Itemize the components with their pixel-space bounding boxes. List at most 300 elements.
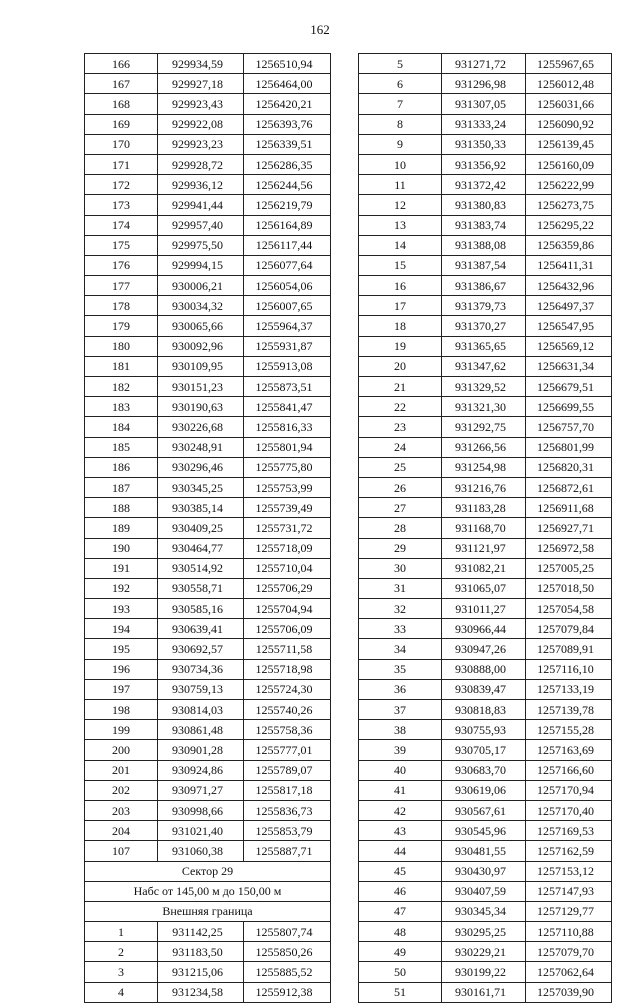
x-coordinate-cell: 931082,21: [442, 558, 526, 578]
table-row: [359, 417, 612, 437]
y-coordinate-cell: 1256295,22: [526, 215, 612, 235]
y-coordinate-cell: 1255704,94: [244, 599, 331, 619]
y-coordinate-cell: 1255853,79: [244, 821, 331, 841]
point-number-cell: 32: [359, 599, 442, 619]
point-number-cell: 175: [85, 235, 158, 255]
point-number-cell: 201: [85, 760, 158, 780]
y-coordinate-cell: 1255710,04: [244, 558, 331, 578]
y-coordinate-cell: 1255817,18: [244, 780, 331, 800]
table-row: [359, 558, 612, 578]
x-coordinate-cell: 931215,06: [158, 962, 244, 982]
point-number-cell: 37: [359, 700, 442, 720]
y-coordinate-cell: 1256054,06: [244, 276, 331, 296]
table-row: [359, 720, 612, 740]
y-coordinate-cell: 1256012,48: [526, 74, 612, 94]
table-row: [85, 54, 331, 74]
x-coordinate-cell: 931307,05: [442, 94, 526, 114]
table-row: [85, 477, 331, 497]
point-number-cell: 183: [85, 397, 158, 417]
x-coordinate-cell: 930296,46: [158, 457, 244, 477]
y-coordinate-cell: 1256972,58: [526, 538, 612, 558]
x-coordinate-cell: 931370,27: [442, 316, 526, 336]
x-coordinate-cell: 931388,08: [442, 235, 526, 255]
point-number-cell: 6: [359, 74, 442, 94]
point-number-cell: 34: [359, 639, 442, 659]
point-number-cell: 28: [359, 518, 442, 538]
point-number-cell: 35: [359, 659, 442, 679]
point-number-cell: 184: [85, 417, 158, 437]
x-coordinate-cell: 930226,68: [158, 417, 244, 437]
point-number-cell: 43: [359, 821, 442, 841]
x-coordinate-cell: 931347,62: [442, 356, 526, 376]
table-row: [359, 599, 612, 619]
point-number-cell: 24: [359, 437, 442, 457]
x-coordinate-cell: 931234,58: [158, 982, 244, 1002]
point-number-cell: 9: [359, 134, 442, 154]
y-coordinate-cell: 1257129,77: [526, 901, 612, 921]
table-row: [359, 154, 612, 174]
y-coordinate-cell: 1255775,80: [244, 457, 331, 477]
table-row: [85, 639, 331, 659]
x-coordinate-cell: 930345,25: [158, 477, 244, 497]
table-row: [359, 134, 612, 154]
y-coordinate-cell: 1256927,71: [526, 518, 612, 538]
table-row: [359, 54, 612, 74]
y-coordinate-cell: 1255885,52: [244, 962, 331, 982]
point-number-cell: 179: [85, 316, 158, 336]
sector-boundary-row: [85, 901, 331, 921]
y-coordinate-cell: 1255739,49: [244, 498, 331, 518]
table-row: [359, 841, 612, 861]
y-coordinate-cell: 1257166,60: [526, 760, 612, 780]
y-coordinate-cell: 1257147,93: [526, 881, 612, 901]
point-number-cell: 40: [359, 760, 442, 780]
table-row: [359, 538, 612, 558]
y-coordinate-cell: 1256801,99: [526, 437, 612, 457]
left-coordinates-table: [84, 53, 331, 1003]
y-coordinate-cell: 1256117,44: [244, 235, 331, 255]
x-coordinate-cell: 930481,55: [442, 841, 526, 861]
point-number-cell: 19: [359, 336, 442, 356]
y-coordinate-cell: 1256031,66: [526, 94, 612, 114]
y-coordinate-cell: 1257155,28: [526, 720, 612, 740]
x-coordinate-cell: 930065,66: [158, 316, 244, 336]
y-coordinate-cell: 1257170,94: [526, 780, 612, 800]
x-coordinate-cell: 930755,93: [442, 720, 526, 740]
point-number-cell: 2: [85, 942, 158, 962]
table-row: [85, 134, 331, 154]
x-coordinate-cell: 931329,52: [442, 377, 526, 397]
point-number-cell: 171: [85, 154, 158, 174]
point-number-cell: 202: [85, 780, 158, 800]
table-row: [85, 296, 331, 316]
table-row: [85, 599, 331, 619]
point-number-cell: 33: [359, 619, 442, 639]
y-coordinate-cell: 1256420,21: [244, 94, 331, 114]
x-coordinate-cell: 929922,08: [158, 114, 244, 134]
table-row: [85, 558, 331, 578]
y-coordinate-cell: 1257139,78: [526, 700, 612, 720]
y-coordinate-cell: 1255912,38: [244, 982, 331, 1002]
x-coordinate-cell: 930545,96: [442, 821, 526, 841]
table-row: [359, 619, 612, 639]
table-row: [85, 962, 331, 982]
point-number-cell: 22: [359, 397, 442, 417]
y-coordinate-cell: 1256911,68: [526, 498, 612, 518]
point-number-cell: 198: [85, 700, 158, 720]
table-row: [359, 982, 612, 1002]
x-coordinate-cell: 930619,06: [442, 780, 526, 800]
point-number-cell: 45: [359, 861, 442, 881]
table-row: [359, 477, 612, 497]
point-number-cell: 5: [359, 54, 442, 74]
table-row: [359, 800, 612, 820]
table-row: [359, 457, 612, 477]
sector-title-row: [85, 861, 331, 881]
x-coordinate-cell: 931183,28: [442, 498, 526, 518]
point-number-cell: 194: [85, 619, 158, 639]
y-coordinate-cell: 1257005,25: [526, 558, 612, 578]
x-coordinate-cell: 930151,23: [158, 377, 244, 397]
point-number-cell: 51: [359, 982, 442, 1002]
x-coordinate-cell: 930199,22: [442, 962, 526, 982]
x-coordinate-cell: 930971,27: [158, 780, 244, 800]
y-coordinate-cell: 1257018,50: [526, 578, 612, 598]
y-coordinate-cell: 1255753,99: [244, 477, 331, 497]
point-number-cell: 180: [85, 336, 158, 356]
x-coordinate-cell: 930558,71: [158, 578, 244, 598]
point-number-cell: 42: [359, 800, 442, 820]
table-row: [85, 538, 331, 558]
x-coordinate-cell: 929923,23: [158, 134, 244, 154]
table-row: [359, 578, 612, 598]
y-coordinate-cell: 1255964,37: [244, 316, 331, 336]
table-row: [359, 296, 612, 316]
point-number-cell: 107: [85, 841, 158, 861]
point-number-cell: 172: [85, 175, 158, 195]
x-coordinate-cell: 930818,83: [442, 700, 526, 720]
table-row: [359, 74, 612, 94]
point-number-cell: 16: [359, 276, 442, 296]
table-row: [359, 679, 612, 699]
x-coordinate-cell: 931168,70: [442, 518, 526, 538]
y-coordinate-cell: 1255967,65: [526, 54, 612, 74]
x-coordinate-cell: 930759,13: [158, 679, 244, 699]
y-coordinate-cell: 1255724,30: [244, 679, 331, 699]
point-number-cell: 197: [85, 679, 158, 699]
table-row: [85, 215, 331, 235]
point-number-cell: 25: [359, 457, 442, 477]
y-coordinate-cell: 1257110,88: [526, 922, 612, 942]
table-row: [359, 276, 612, 296]
sector-range-row: [85, 881, 331, 901]
x-coordinate-cell: 931356,92: [442, 154, 526, 174]
table-row: [359, 861, 612, 881]
point-number-cell: 196: [85, 659, 158, 679]
table-row: [359, 942, 612, 962]
x-coordinate-cell: 930639,41: [158, 619, 244, 639]
point-number-cell: 176: [85, 255, 158, 275]
point-number-cell: 18: [359, 316, 442, 336]
table-row: [85, 356, 331, 376]
y-coordinate-cell: 1255836,73: [244, 800, 331, 820]
x-coordinate-cell: 931333,24: [442, 114, 526, 134]
table-row: [359, 397, 612, 417]
point-number-cell: 185: [85, 437, 158, 457]
x-coordinate-cell: 930295,25: [442, 922, 526, 942]
table-row: [85, 74, 331, 94]
point-number-cell: 14: [359, 235, 442, 255]
x-coordinate-cell: 930705,17: [442, 740, 526, 760]
table-row: [359, 639, 612, 659]
x-coordinate-cell: 930385,14: [158, 498, 244, 518]
table-row: [85, 276, 331, 296]
table-row: [359, 881, 612, 901]
table-row: [359, 175, 612, 195]
y-coordinate-cell: 1256393,76: [244, 114, 331, 134]
y-coordinate-cell: 1257116,10: [526, 659, 612, 679]
table-row: [85, 821, 331, 841]
y-coordinate-cell: 1256757,70: [526, 417, 612, 437]
point-number-cell: 7: [359, 94, 442, 114]
point-number-cell: 167: [85, 74, 158, 94]
table-row: [359, 377, 612, 397]
y-coordinate-cell: 1256820,31: [526, 457, 612, 477]
x-coordinate-cell: 930514,92: [158, 558, 244, 578]
x-coordinate-cell: 930109,95: [158, 356, 244, 376]
x-coordinate-cell: 931350,33: [442, 134, 526, 154]
table-row: [85, 437, 331, 457]
table-row: [85, 700, 331, 720]
table-row: [85, 659, 331, 679]
x-coordinate-cell: 930814,03: [158, 700, 244, 720]
y-coordinate-cell: 1257089,91: [526, 639, 612, 659]
point-number-cell: 189: [85, 518, 158, 538]
point-number-cell: 30: [359, 558, 442, 578]
point-number-cell: 3: [85, 962, 158, 982]
table-row: [85, 760, 331, 780]
table-row: [359, 215, 612, 235]
x-coordinate-cell: 930345,34: [442, 901, 526, 921]
y-coordinate-cell: 1255718,98: [244, 659, 331, 679]
point-number-cell: 46: [359, 881, 442, 901]
point-number-cell: 188: [85, 498, 158, 518]
point-number-cell: 50: [359, 962, 442, 982]
table-row: [85, 377, 331, 397]
table-row: [359, 700, 612, 720]
table-row: [85, 498, 331, 518]
y-coordinate-cell: 1256510,94: [244, 54, 331, 74]
y-coordinate-cell: 1256164,89: [244, 215, 331, 235]
y-coordinate-cell: 1256244,56: [244, 175, 331, 195]
table-row: [85, 114, 331, 134]
x-coordinate-cell: 930861,48: [158, 720, 244, 740]
y-coordinate-cell: 1256077,64: [244, 255, 331, 275]
point-number-cell: 4: [85, 982, 158, 1002]
table-row: [359, 336, 612, 356]
y-coordinate-cell: 1255706,29: [244, 578, 331, 598]
y-coordinate-cell: 1255873,51: [244, 377, 331, 397]
point-number-cell: 1: [85, 922, 158, 942]
point-number-cell: 192: [85, 578, 158, 598]
y-coordinate-cell: 1255841,47: [244, 397, 331, 417]
table-row: [359, 316, 612, 336]
y-coordinate-cell: 1255711,58: [244, 639, 331, 659]
point-number-cell: 49: [359, 942, 442, 962]
table-row: [359, 780, 612, 800]
y-coordinate-cell: 1255718,09: [244, 538, 331, 558]
x-coordinate-cell: 931271,72: [442, 54, 526, 74]
x-coordinate-cell: 930248,91: [158, 437, 244, 457]
x-coordinate-cell: 931183,50: [158, 942, 244, 962]
table-row: [359, 114, 612, 134]
point-number-cell: 170: [85, 134, 158, 154]
y-coordinate-cell: 1257163,69: [526, 740, 612, 760]
table-row: [85, 780, 331, 800]
point-number-cell: 47: [359, 901, 442, 921]
y-coordinate-cell: 1257133,19: [526, 679, 612, 699]
x-coordinate-cell: 931372,42: [442, 175, 526, 195]
y-coordinate-cell: 1255801,94: [244, 437, 331, 457]
table-row: [359, 498, 612, 518]
point-number-cell: 44: [359, 841, 442, 861]
y-coordinate-cell: 1255931,87: [244, 336, 331, 356]
point-number-cell: 48: [359, 922, 442, 942]
y-coordinate-cell: 1256872,61: [526, 477, 612, 497]
y-coordinate-cell: 1256339,51: [244, 134, 331, 154]
y-coordinate-cell: 1257169,53: [526, 821, 612, 841]
point-number-cell: 168: [85, 94, 158, 114]
x-coordinate-cell: 930006,21: [158, 276, 244, 296]
y-coordinate-cell: 1255850,26: [244, 942, 331, 962]
table-row: [85, 942, 331, 962]
point-number-cell: 181: [85, 356, 158, 376]
y-coordinate-cell: 1256359,86: [526, 235, 612, 255]
point-number-cell: 173: [85, 195, 158, 215]
table-row: [85, 94, 331, 114]
y-coordinate-cell: 1257162,59: [526, 841, 612, 861]
point-number-cell: 39: [359, 740, 442, 760]
table-row: [359, 94, 612, 114]
table-row: [85, 154, 331, 174]
x-coordinate-cell: 929923,43: [158, 94, 244, 114]
x-coordinate-cell: 930924,86: [158, 760, 244, 780]
table-row: [85, 457, 331, 477]
right-coordinates-table: [358, 53, 612, 1003]
point-number-cell: 187: [85, 477, 158, 497]
table-row: [85, 619, 331, 639]
table-row: [85, 195, 331, 215]
y-coordinate-cell: 1256547,95: [526, 316, 612, 336]
table-row: [359, 922, 612, 942]
x-coordinate-cell: 930567,61: [442, 800, 526, 820]
table-row: [85, 800, 331, 820]
x-coordinate-cell: 930734,36: [158, 659, 244, 679]
x-coordinate-cell: 930092,96: [158, 336, 244, 356]
table-row: [85, 175, 331, 195]
y-coordinate-cell: 1257079,70: [526, 942, 612, 962]
y-coordinate-cell: 1256497,37: [526, 296, 612, 316]
point-number-cell: 174: [85, 215, 158, 235]
y-coordinate-cell: 1256631,34: [526, 356, 612, 376]
x-coordinate-cell: 931142,25: [158, 922, 244, 942]
y-coordinate-cell: 1255807,74: [244, 922, 331, 942]
point-number-cell: 199: [85, 720, 158, 740]
point-number-cell: 191: [85, 558, 158, 578]
x-coordinate-cell: 931386,67: [442, 276, 526, 296]
point-number-cell: 204: [85, 821, 158, 841]
point-number-cell: 195: [85, 639, 158, 659]
x-coordinate-cell: 930229,21: [442, 942, 526, 962]
y-coordinate-cell: 1256222,99: [526, 175, 612, 195]
table-row: [85, 518, 331, 538]
point-number-cell: 193: [85, 599, 158, 619]
x-coordinate-cell: 931011,27: [442, 599, 526, 619]
point-number-cell: 36: [359, 679, 442, 699]
x-coordinate-cell: 929927,18: [158, 74, 244, 94]
x-coordinate-cell: 930998,66: [158, 800, 244, 820]
x-coordinate-cell: 931065,07: [442, 578, 526, 598]
x-coordinate-cell: 930692,57: [158, 639, 244, 659]
x-coordinate-cell: 931121,97: [442, 538, 526, 558]
x-coordinate-cell: 931383,74: [442, 215, 526, 235]
table-row: [85, 336, 331, 356]
y-coordinate-cell: 1256219,79: [244, 195, 331, 215]
y-coordinate-cell: 1255789,07: [244, 760, 331, 780]
x-coordinate-cell: 929928,72: [158, 154, 244, 174]
x-coordinate-cell: 931321,30: [442, 397, 526, 417]
x-coordinate-cell: 930409,25: [158, 518, 244, 538]
point-number-cell: 200: [85, 740, 158, 760]
table-row: [85, 255, 331, 275]
table-row: [359, 195, 612, 215]
table-row: [359, 356, 612, 376]
x-coordinate-cell: 929936,12: [158, 175, 244, 195]
point-number-cell: 203: [85, 800, 158, 820]
table-row: [85, 679, 331, 699]
x-coordinate-cell: 930464,77: [158, 538, 244, 558]
x-coordinate-cell: 930947,26: [442, 639, 526, 659]
y-coordinate-cell: 1255740,26: [244, 700, 331, 720]
x-coordinate-cell: 930901,28: [158, 740, 244, 760]
x-coordinate-cell: 930585,16: [158, 599, 244, 619]
x-coordinate-cell: 931380,83: [442, 195, 526, 215]
point-number-cell: 8: [359, 114, 442, 134]
x-coordinate-cell: 930190,63: [158, 397, 244, 417]
y-coordinate-cell: 1256411,31: [526, 255, 612, 275]
table-row: [359, 235, 612, 255]
table-row: [359, 518, 612, 538]
y-coordinate-cell: 1256699,55: [526, 397, 612, 417]
y-coordinate-cell: 1257054,58: [526, 599, 612, 619]
point-number-cell: 13: [359, 215, 442, 235]
point-number-cell: 186: [85, 457, 158, 477]
x-coordinate-cell: 931060,38: [158, 841, 244, 861]
point-number-cell: 11: [359, 175, 442, 195]
y-coordinate-cell: 1257039,90: [526, 982, 612, 1002]
point-number-cell: 38: [359, 720, 442, 740]
y-coordinate-cell: 1257153,12: [526, 861, 612, 881]
y-coordinate-cell: 1256569,12: [526, 336, 612, 356]
y-coordinate-cell: 1256679,51: [526, 377, 612, 397]
x-coordinate-cell: 930430,97: [442, 861, 526, 881]
y-coordinate-cell: 1255758,36: [244, 720, 331, 740]
y-coordinate-cell: 1255913,08: [244, 356, 331, 376]
sector-title: Сектор 29: [85, 861, 331, 881]
table-row: [359, 821, 612, 841]
y-coordinate-cell: 1255731,72: [244, 518, 331, 538]
y-coordinate-cell: 1256160,09: [526, 154, 612, 174]
